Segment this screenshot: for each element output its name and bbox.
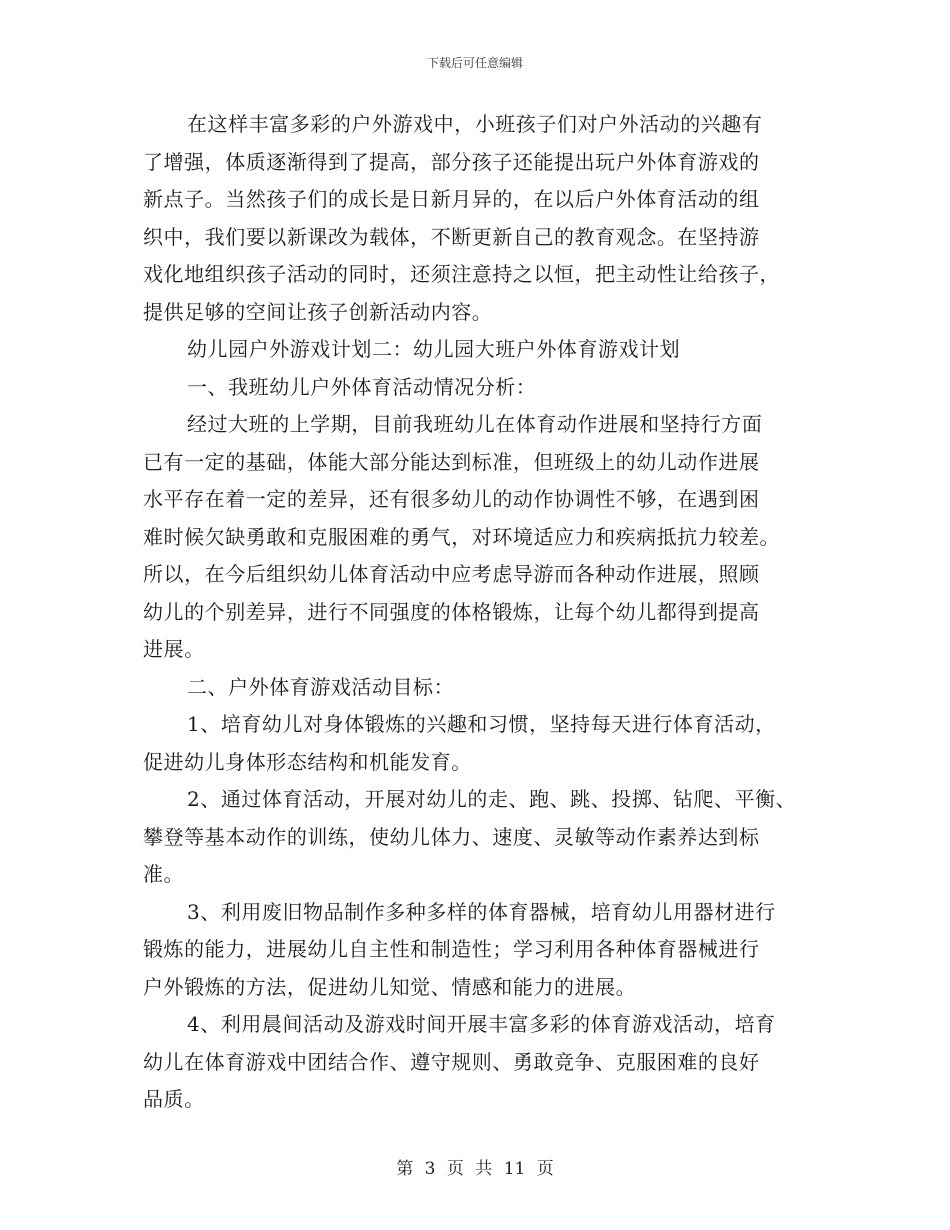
document-body [143, 106, 811, 1119]
text-line: 幼儿园户外游戏计划二：幼儿园大班户外体育游戏计划 [187, 337, 681, 361]
page-number-footer: 第 3 页 共 11 页 [396, 1159, 554, 1179]
text-line: 新点子。当然孩子们的成长是日新月异的，在以后户外体育活动的组 [143, 187, 760, 211]
text-line: 3、利用废旧物品制作多种多样的体育器械，培育幼儿用器材进行 [187, 899, 776, 924]
text-line: 幼儿在体育游戏中团结合作、遵守规则、勇敢竞争、克服困难的良好 [143, 1049, 760, 1074]
text-line: 已有一定的基础，体能大部分能达到标准，但班级上的幼儿动作进展 [143, 449, 760, 474]
text-line: 1、培育幼儿对身体锻炼的兴趣和习惯，坚持每天进行体育活动， [187, 712, 776, 736]
text-line: 戏化地组织孩子活动的同时，还须注意持之以恒，把主动性让给孩子， [143, 262, 781, 286]
text-line: 了增强，体质逐渐得到了提高，部分孩子还能提出玩户外体育游戏的 [143, 149, 760, 174]
page-header-note: 下载后可任意编辑 [426, 56, 523, 70]
text-line: 经过大班的上学期，目前我班幼儿在体育动作进展和坚持行方面 [187, 412, 763, 436]
text-line: 一、我班幼儿户外体育活动情况分析： [187, 374, 537, 399]
text-line: 促进幼儿身体形态结构和机能发育。 [143, 749, 472, 774]
text-line: 品质。 [143, 1087, 205, 1111]
text-line: 4、利用晨间活动及游戏时间开展丰富多彩的体育游戏活动，培育 [187, 1012, 776, 1036]
text-line: 准。 [143, 862, 185, 886]
text-line: 水平存在着一定的差异，还有很多幼儿的动作协调性不够，在遇到困 [143, 487, 760, 511]
text-line: 二、户外体育游戏活动目标： [187, 674, 455, 699]
text-line: 所以，在今后组织幼儿体育活动中应考虑导游而各种动作进展，照顾 [143, 562, 760, 586]
text-line: 攀登等基本动作的训练，使幼儿体力、速度、灵敏等动作素养达到标 [143, 824, 760, 849]
text-line: 幼儿的个别差异，进行不同强度的体格锻炼，让每个幼儿都得到提高 [143, 599, 760, 624]
text-line: 织中，我们要以新课改为载体，不断更新自己的教育观念。在坚持游 [143, 224, 760, 249]
text-line: 进展。 [143, 637, 205, 661]
text-line: 提供足够的空间让孩子创新活动内容。 [143, 299, 493, 324]
text-line: 2、通过体育活动，开展对幼儿的走、跑、跳、投掷、钻爬、平衡、 [187, 787, 797, 811]
text-line: 在这样丰富多彩的户外游戏中，小班孩子们对户外活动的兴趣有 [187, 112, 763, 136]
text-line: 锻炼的能力，进展幼儿自主性和制造性；学习利用各种体育器械进行 [143, 937, 760, 961]
text-line: 户外锻炼的方法，促进幼儿知觉、情感和能力的进展。 [143, 974, 637, 999]
text-line: 难时候欠缺勇敢和克服困难的勇气，对环境适应力和疾病抵抗力较差。 [143, 524, 781, 549]
